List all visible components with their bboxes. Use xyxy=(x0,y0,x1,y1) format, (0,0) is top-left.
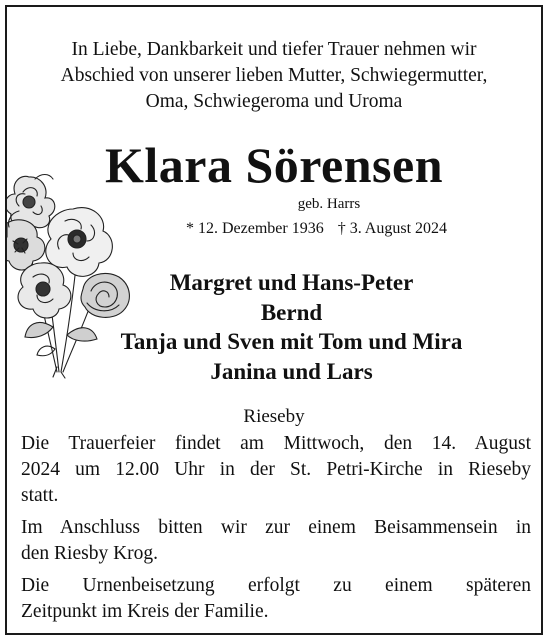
paragraph-line: Die Urnenbeisetzung erfolgt zu einem späteren xyxy=(21,575,531,596)
intro-line: In Liebe, Dankbarkeit und tiefer Trauer nehmen wir xyxy=(71,39,477,60)
life-dates xyxy=(7,218,541,240)
ceremony-paragraph xyxy=(21,431,531,509)
family-line: Bernd xyxy=(260,299,323,325)
paragraph-line: den Riesby Krog. xyxy=(21,543,159,564)
family-names xyxy=(7,268,541,386)
family-line: Janina und Lars xyxy=(210,358,373,384)
birth-name: geb. Harrs xyxy=(297,196,361,212)
deceased-name: Klara Sörensen xyxy=(104,137,444,193)
burial-paragraph xyxy=(21,573,531,625)
gathering-paragraph xyxy=(21,515,531,567)
paragraph-line: statt. xyxy=(21,485,59,506)
paragraph-line: Im Anschluss bitten wir zur einem Beisammensein in xyxy=(21,517,531,538)
intro-text xyxy=(7,37,541,115)
place-name: Rieseby xyxy=(243,406,305,427)
intro-line: Oma, Schwiegeroma und Uroma xyxy=(145,91,403,112)
intro-line: Abschied von unserer lieben Mutter, Schwiegermutter, xyxy=(60,65,488,86)
family-line: Margret und Hans-Peter xyxy=(169,270,414,295)
birth-date: * 12. Dezember 1936 xyxy=(185,220,324,237)
paragraph-line: 2024 um 12.00 Uhr in der St. Petri-Kirche in Rieseby xyxy=(21,459,531,480)
death-date: † 3. August 2024 xyxy=(337,220,448,237)
paragraph-line: Zeitpunkt im Kreis der Familie. xyxy=(21,601,269,622)
paragraph-line: Die Trauerfeier findet am Mittwoch, den 14. August xyxy=(21,433,531,454)
obituary-frame xyxy=(5,5,543,635)
family-line: Tanja und Sven mit Tom und Mira xyxy=(120,329,463,354)
